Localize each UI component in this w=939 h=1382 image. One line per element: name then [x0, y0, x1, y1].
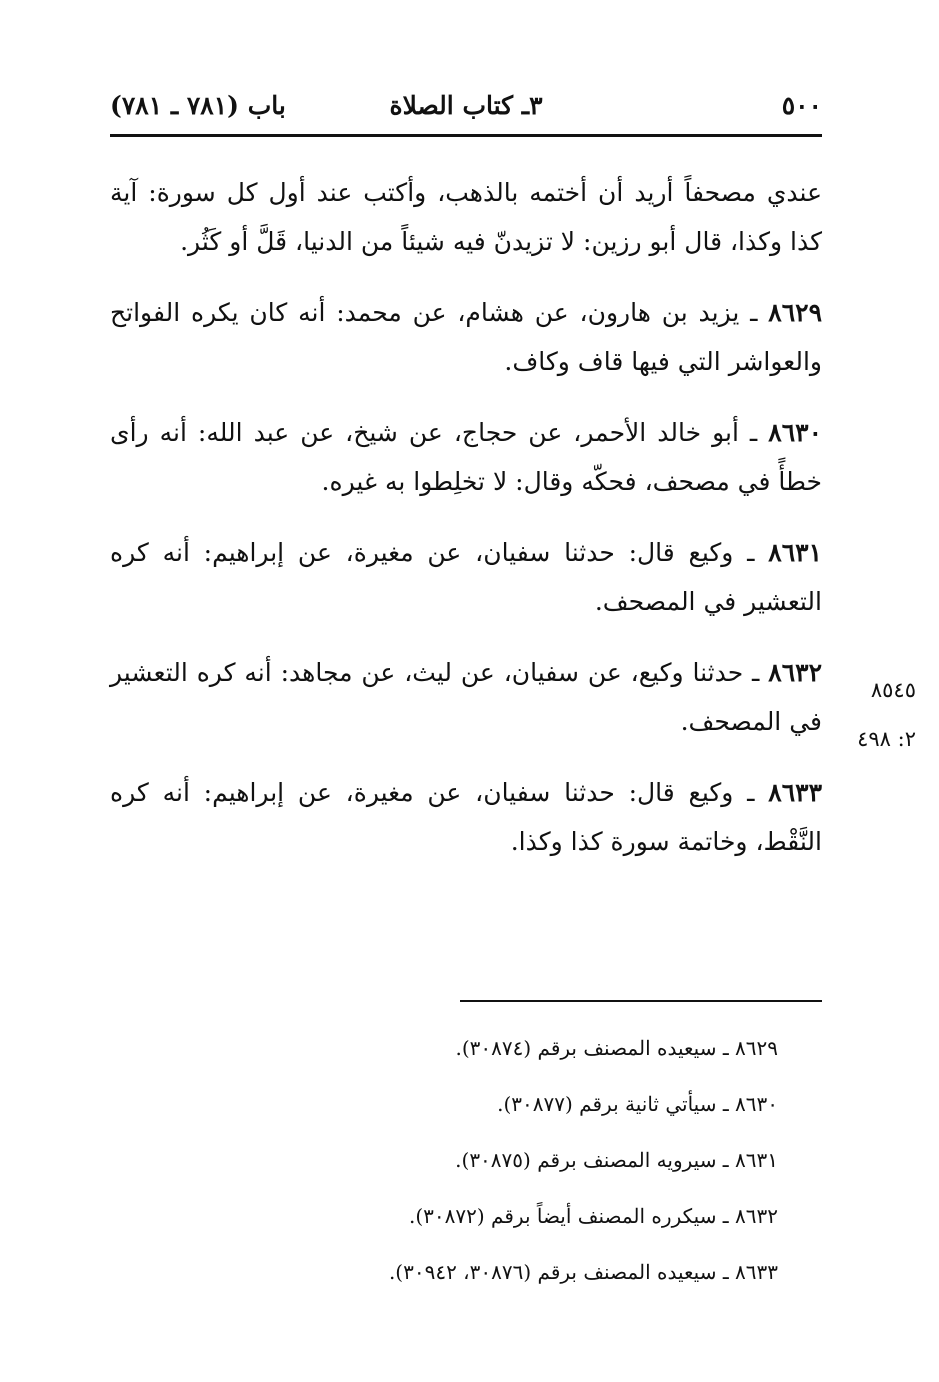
footnote: ٨٦٢٩ ـ سيعيده المصنف برقم (٣٠٨٧٤).: [455, 1036, 778, 1060]
hadith-text: ـ يزيد بن هارون، عن هشام، عن محمد: أنه كان يكره الفواتح والعواشر التي فيها قاف وكاف.: [110, 298, 822, 376]
main-text: [110, 168, 822, 888]
hadith-8632: [110, 648, 822, 746]
hadith-text: ـ حدثنا وكيع، عن سفيان، عن ليث، عن مجاهد: أنه كره التعشير في المصحف.: [110, 658, 822, 736]
hadith-number: ٨٦٣١: [768, 538, 822, 567]
hadith-text: ـ وكيع قال: حدثنا سفيان، عن مغيرة، عن إبراهيم: أنه كره النَّقْط، وخاتمة سورة كذا وكذا.: [110, 778, 822, 856]
footnote: ٨٦٣١ ـ سيرويه المصنف برقم (٣٠٨٧٥).: [455, 1148, 778, 1172]
footnote: ٨٦٣٢ ـ سيكرره المصنف أيضاً برقم (٣٠٨٧٢).: [408, 1204, 778, 1228]
hadith-text: ـ وكيع قال: حدثنا سفيان، عن مغيرة، عن إبراهيم: أنه كره التعشير في المصحف.: [110, 538, 822, 616]
paragraph-continued: [110, 168, 822, 266]
hadith-8629: [110, 288, 822, 386]
footnotes: [110, 1020, 778, 1300]
hadith-number: ٨٦٣٢: [768, 658, 822, 687]
hadith-number: ٨٦٣٣: [768, 778, 822, 807]
paragraph-text: عندي مصحفاً أريد أن أختمه بالذهب، وأكتب عند أول كل سورة: آية كذا وكذا، قال أبو رزين: لا تزيدنّ فيه شيئاً من الدنيا، قَلَّ أو كَثُر.: [110, 178, 822, 256]
hadith-number: ٨٦٢٩: [768, 298, 822, 327]
book-title: ٣ـ كتاب الصلاة: [389, 91, 543, 120]
hadith-8631: [110, 528, 822, 626]
page-number: ٥٠٠: [781, 91, 822, 120]
chapter-range: باب (٧٨١ ـ ٧٨١): [110, 91, 286, 120]
margin-note-reference: ٨٥٤٥: [870, 678, 916, 702]
footnote-rule: [460, 1000, 822, 1002]
hadith-text: ـ أبو خالد الأحمر، عن حجاج، عن شيخ، عن عبد الله: أنه رأى خطأً في مصحف، فحكّه وقال: لا تخلِطوا به غيره.: [110, 418, 822, 496]
hadith-8633: [110, 768, 822, 866]
header-rule: [110, 134, 822, 137]
hadith-number: ٨٦٣٠: [768, 418, 822, 447]
running-header: [110, 88, 822, 124]
margin-note-volume-page: ٢: ٤٩٨: [857, 727, 916, 751]
footnote: ٨٦٣٣ ـ سيعيده المصنف برقم (٣٠٨٧٦، ٣٠٩٤٢).: [388, 1260, 778, 1284]
hadith-8630: [110, 408, 822, 506]
footnote: ٨٦٣٠ ـ سيأتي ثانية برقم (٣٠٨٧٧).: [497, 1092, 778, 1116]
